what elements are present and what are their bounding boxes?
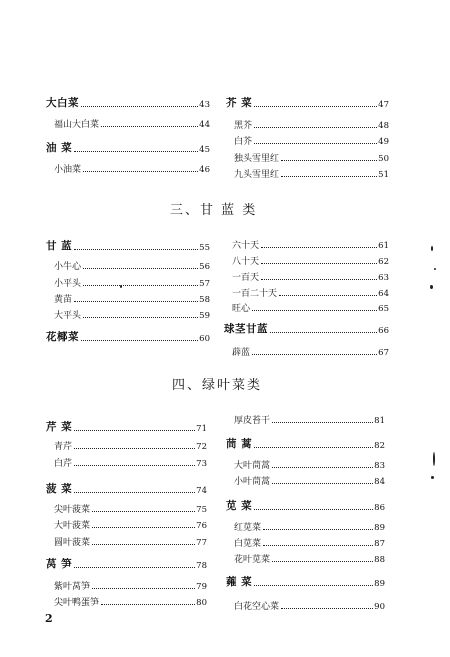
dot-leader — [101, 603, 195, 605]
toc-entry-title: 黄苗 — [54, 295, 73, 305]
toc-entry-title: 球茎甘蓝 — [224, 323, 268, 335]
toc-entry-page: 61 — [378, 241, 389, 251]
toc-entry[interactable] — [234, 455, 385, 471]
toc-entry[interactable] — [232, 342, 389, 358]
dot-leader — [83, 284, 198, 286]
dot-leader — [81, 105, 198, 107]
toc-entry[interactable] — [46, 328, 210, 344]
dot-leader — [254, 142, 377, 144]
toc-entry[interactable] — [226, 573, 385, 589]
toc-entry[interactable] — [232, 298, 389, 314]
toc-entry-title: 红苋菜 — [234, 523, 262, 533]
toc-entry[interactable] — [54, 592, 207, 608]
toc-entry-page: 75 — [196, 505, 207, 515]
toc-entry-page: 82 — [374, 441, 385, 451]
toc-entry-title: 厚皮苔干 — [234, 416, 271, 426]
toc-entry-page: 86 — [374, 503, 385, 513]
toc-entry[interactable] — [54, 305, 210, 321]
toc-entry-page: 51 — [378, 170, 389, 180]
toc-entry-title: 小平头 — [54, 279, 82, 289]
toc-entry-page: 48 — [378, 121, 389, 131]
dot-leader — [281, 607, 373, 609]
toc-entry-title: 福山大白菜 — [54, 120, 100, 130]
toc-entry-title: 一百天 — [232, 273, 260, 283]
toc-entry[interactable] — [226, 497, 385, 513]
toc-entry[interactable] — [54, 453, 207, 469]
dot-leader — [74, 447, 195, 449]
toc-entry-title: 大平头 — [54, 311, 82, 321]
dot-leader — [281, 175, 377, 177]
scan-mark — [431, 476, 434, 479]
toc-entry[interactable] — [234, 115, 389, 131]
dot-leader — [83, 267, 198, 269]
scan-mark — [120, 285, 122, 288]
toc-entry-page: 78 — [196, 561, 207, 571]
toc-entry-page: 89 — [374, 579, 385, 589]
dot-leader — [252, 309, 377, 311]
dot-leader — [254, 105, 377, 107]
toc-entry-title: 大叶菠菜 — [54, 521, 91, 531]
toc-entry-page: 50 — [378, 154, 389, 164]
toc-entry-page: 60 — [199, 334, 210, 344]
dot-leader — [272, 421, 373, 423]
dot-leader — [263, 544, 373, 546]
dot-leader — [92, 526, 195, 528]
toc-entry-page: 88 — [374, 555, 385, 565]
toc-entry-title: 九头雪里红 — [234, 170, 280, 180]
toc-entry[interactable] — [46, 418, 207, 434]
toc-entry-title: 紫叶莴笋 — [54, 582, 91, 592]
toc-entry-page: 73 — [196, 459, 207, 469]
toc-entry-title: 白花空心菜 — [234, 602, 280, 612]
toc-entry-page: 76 — [196, 521, 207, 531]
toc-entry[interactable] — [234, 131, 389, 147]
dot-leader — [270, 331, 377, 333]
toc-entry[interactable] — [54, 159, 210, 175]
toc-entry-page: 45 — [199, 145, 210, 155]
dot-leader — [92, 510, 195, 512]
toc-entry[interactable] — [46, 94, 210, 110]
toc-entry-page: 46 — [199, 165, 210, 175]
dot-leader — [281, 159, 377, 161]
dot-leader — [254, 584, 373, 586]
toc-entry-title: 尖叶鸭蛋笋 — [54, 598, 100, 608]
toc-entry-page: 63 — [378, 273, 389, 283]
toc-entry[interactable] — [234, 596, 385, 612]
dot-leader — [74, 150, 198, 152]
toc-entry[interactable] — [234, 533, 385, 549]
toc-entry-title: 八十天 — [232, 257, 260, 267]
dot-leader — [74, 429, 195, 431]
dot-leader — [81, 339, 198, 341]
dot-leader — [83, 316, 198, 318]
toc-entry-page: 90 — [374, 602, 385, 612]
toc-entry-page: 80 — [196, 598, 207, 608]
toc-entry[interactable] — [224, 320, 389, 336]
toc-entry[interactable] — [234, 164, 389, 180]
dot-leader — [254, 126, 377, 128]
toc-entry-title: 花椰菜 — [46, 331, 79, 343]
toc-entry-title: 花叶苋菜 — [234, 555, 271, 565]
dot-leader — [272, 466, 373, 468]
toc-entry[interactable] — [54, 436, 207, 452]
toc-entry-title: 白芹 — [54, 459, 73, 469]
page-number: 2 — [45, 612, 53, 625]
scan-mark — [433, 452, 435, 466]
toc-entry-title: 薜蓝 — [232, 348, 251, 358]
toc-entry[interactable] — [226, 94, 389, 110]
dot-leader — [74, 566, 195, 568]
toc-entry[interactable] — [54, 289, 210, 305]
toc-entry[interactable] — [54, 576, 207, 592]
dot-leader — [263, 528, 373, 530]
toc-entry-page: 44 — [199, 120, 210, 130]
toc-entry-title: 大白菜 — [46, 97, 79, 109]
toc-entry-title: 油 菜 — [46, 142, 73, 154]
toc-entry[interactable] — [232, 235, 389, 251]
dot-leader — [83, 170, 198, 172]
dot-leader — [74, 464, 195, 466]
toc-entry-title: 茼 蒿 — [226, 438, 253, 450]
toc-entry[interactable] — [54, 532, 207, 548]
dot-leader — [261, 262, 377, 264]
toc-entry[interactable] — [46, 139, 210, 155]
toc-entry-title: 苋 菜 — [226, 500, 253, 512]
toc-entry-page: 58 — [199, 295, 210, 305]
toc-entry-page: 77 — [196, 538, 207, 548]
toc-entry[interactable] — [226, 435, 385, 451]
toc-entry-page: 87 — [374, 539, 385, 549]
toc-entry-page: 72 — [196, 442, 207, 452]
dot-leader — [254, 508, 373, 510]
toc-entry-page: 83 — [374, 461, 385, 471]
toc-entry-title: 黑芥 — [234, 121, 253, 131]
toc-entry-page: 59 — [199, 311, 210, 321]
dot-leader — [272, 560, 373, 562]
toc-entry-title: 小牛心 — [54, 262, 82, 272]
toc-entry-page: 79 — [196, 582, 207, 592]
toc-entry-page: 74 — [196, 486, 207, 496]
dot-leader — [74, 248, 198, 250]
toc-entry-title: 一百二十天 — [232, 289, 278, 299]
toc-entry-page: 84 — [374, 477, 385, 487]
toc-entry[interactable] — [46, 237, 210, 253]
dot-leader — [252, 353, 377, 355]
toc-entry[interactable] — [234, 148, 389, 164]
toc-entry-page: 81 — [374, 416, 385, 426]
toc-entry-page: 89 — [374, 523, 385, 533]
toc-entry-title: 圆叶菠菜 — [54, 538, 91, 548]
toc-entry[interactable] — [54, 114, 210, 130]
dot-leader — [92, 543, 195, 545]
toc-entry-page: 65 — [378, 304, 389, 314]
toc-entry[interactable] — [234, 549, 385, 565]
toc-entry-title: 大叶茼蒿 — [234, 461, 271, 471]
toc-entry-title: 白芥 — [234, 137, 253, 147]
toc-entry-title: 菠 菜 — [46, 483, 73, 495]
toc-entry-title: 甘 蓝 — [46, 240, 73, 252]
toc-entry[interactable] — [54, 515, 207, 531]
toc-entry-page: 67 — [378, 348, 389, 358]
toc-entry-title: 小叶茼蒿 — [234, 477, 271, 487]
toc-entry-title: 芹 菜 — [46, 421, 73, 433]
toc-entry[interactable] — [54, 499, 207, 515]
toc-entry[interactable] — [46, 555, 207, 571]
toc-entry-title: 小油菜 — [54, 165, 82, 175]
toc-entry[interactable] — [54, 273, 210, 289]
scan-mark — [431, 246, 433, 251]
dot-leader — [92, 587, 195, 589]
toc-entry-title: 芥 菜 — [226, 97, 253, 109]
section-heading-leafy-greens: 四、绿叶菜类 — [172, 378, 263, 393]
toc-entry-title: 独头雪里红 — [234, 154, 280, 164]
toc-entry-title: 蕹 菜 — [226, 576, 253, 588]
toc-entry-page: 49 — [378, 137, 389, 147]
toc-entry-page: 55 — [199, 243, 210, 253]
toc-entry-title: 莴 笋 — [46, 558, 73, 570]
toc-entry-title: 白苋菜 — [234, 539, 262, 549]
toc-entry-page: 47 — [378, 100, 389, 110]
toc-entry[interactable] — [232, 251, 389, 267]
toc-entry[interactable] — [234, 471, 385, 487]
toc-entry-title: 六十天 — [232, 241, 260, 251]
scan-mark — [434, 268, 436, 270]
scan-mark — [430, 285, 433, 289]
toc-entry[interactable] — [234, 517, 385, 533]
toc-entry-title: 旺心 — [232, 304, 251, 314]
toc-entry-title: 尖叶菠菜 — [54, 505, 91, 515]
toc-entry-page: 66 — [378, 326, 389, 336]
toc-entry[interactable] — [232, 267, 389, 283]
toc-entry-page: 62 — [378, 257, 389, 267]
dot-leader — [254, 446, 373, 448]
dot-leader — [101, 125, 198, 127]
toc-entry-page: 43 — [199, 100, 210, 110]
dot-leader — [261, 246, 377, 248]
dot-leader — [74, 300, 198, 302]
toc-entry[interactable] — [54, 256, 210, 272]
toc-entry-page: 64 — [378, 289, 389, 299]
toc-entry-page: 56 — [199, 262, 210, 272]
toc-entry[interactable] — [46, 480, 207, 496]
section-heading-cabbage: 三、甘 蓝 类 — [170, 203, 258, 218]
dot-leader — [261, 278, 377, 280]
dot-leader — [272, 482, 373, 484]
toc-entry-page: 71 — [196, 424, 207, 434]
toc-entry[interactable] — [234, 410, 385, 426]
dot-leader — [279, 294, 377, 296]
dot-leader — [74, 491, 195, 493]
toc-entry[interactable] — [232, 283, 389, 299]
toc-entry-page: 57 — [199, 279, 210, 289]
toc-entry-title: 青芹 — [54, 442, 73, 452]
